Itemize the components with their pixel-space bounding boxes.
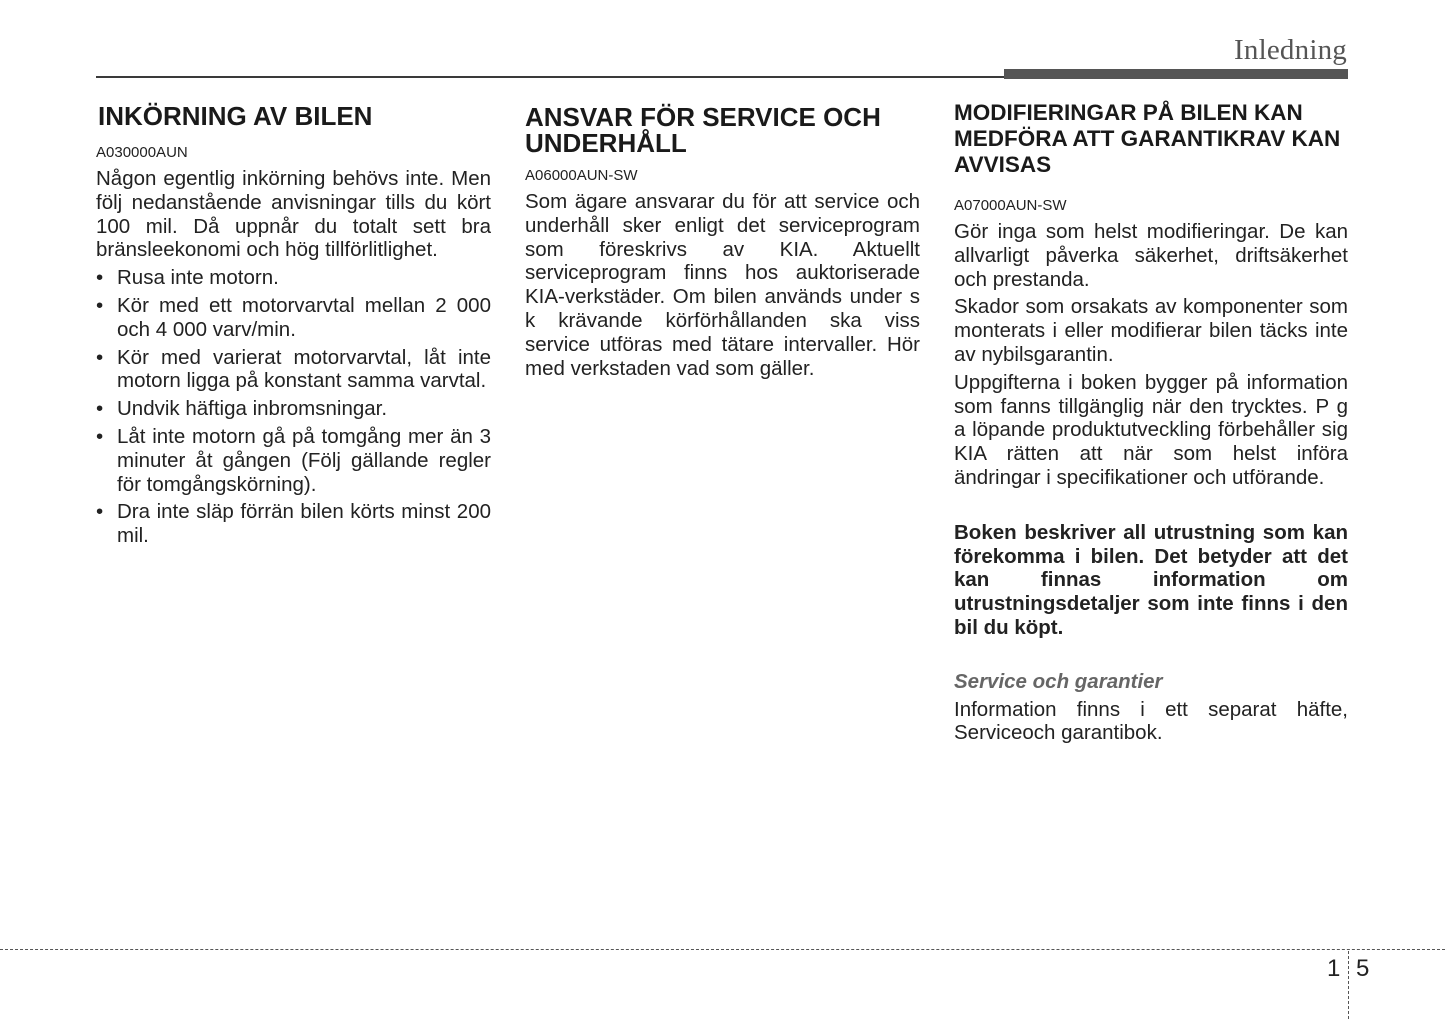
header-rule [96,76,1006,78]
list-item [96,266,491,290]
bullet-symbol: • [96,397,104,421]
list-item [96,346,491,394]
bullet-list [96,266,491,548]
chapter-number: 1 [1327,955,1341,982]
page-number: 5 [1356,955,1370,982]
list-item [96,397,491,421]
chapter-title: Inledning [1234,34,1347,66]
intro-paragraph: Någon egentlig inkörning behövs inte. Men följ nedanstående anvisningar tills du kört 100 mil. Då uppnår du totalt sett bra bränsleekonomi och hög tillförlitlighet. [96,167,491,262]
bullet-symbol: • [96,266,104,290]
section-heading: MODIFIERINGAR PÅ BILEN KAN MEDFÖRA ATT GARANTIKRAV KAN AVVISAS [954,100,1341,177]
column-modifications [954,100,1348,745]
list-item-text: Dra inte släp förrän bilen körts minst 200 mil. [117,500,491,548]
list-item-text: Låt inte motorn gå på tomgång mer än 3 minuter åt gången (Följ gällande regler för tomgångskörning). [117,424,491,496]
list-item-text: Undvik häftiga inbromsningar. [117,397,388,421]
body-paragraph: Information finns i ett separat häfte, Serviceoch garantibok. [954,697,1348,745]
bullet-symbol: • [96,345,104,369]
column-break-in [96,100,491,548]
bullet-symbol: • [96,293,104,317]
section-code: A06000AUN-SW [525,167,638,184]
list-item-text: Rusa inte motorn. [117,266,279,290]
subheading: Service och garantier [954,669,1163,693]
list-item-text: Kör med ett motorvarvtal mellan 2 000 och 4 000 varv/min. [117,293,491,341]
body-paragraph: Uppgifterna i boken bygger på information som fanns tillgänglig när den trycktes. P g a löpande produktutveckling förbehåller sig KIA rätten att när som helst införa ändringar i specifikationer och utförande. [954,370,1348,489]
list-item [96,500,491,548]
body-paragraph: Skador som orsakats av komponenter som monterats i eller modifierar bilen täcks inte av nybilsgarantin. [954,295,1348,366]
section-heading: INKÖRNING AV BILEN [98,101,373,131]
body-paragraph: Som ägare ansvarar du för att service och underhåll sker enligt det serviceprogram som föreskrivs av KIA. Aktuellt serviceprogram finns hos auktoriserade KIA-verkstäder. Om bilen används under s k krävande körförhållanden ska viss service utföras med tätare intervaller. Hör med verkstaden vad som gäller. [525,190,920,380]
footer-divider [0,949,1445,950]
column-service-responsibility [525,100,920,380]
bullet-symbol: • [96,500,104,524]
bullet-symbol: • [96,424,104,448]
section-heading: ANSVAR FÖR SERVICE OCH UNDERHÅLL [525,102,881,158]
list-item [96,294,491,342]
section-code: A030000AUN [96,144,188,161]
list-item [96,425,491,496]
list-item-text: Kör med varierat motorvarvtal, låt inte motorn ligga på konstant samma varvtal. [117,345,491,393]
bold-note: Boken beskriver all utrustning som kan förekomma i bilen. Det betyder att det kan finnas information om utrustningsdetaljer som inte finns i den bil du köpt. [954,520,1348,639]
page-number-divider [1348,951,1349,1019]
body-paragraph: Gör inga som helst modifieringar. De kan allvarligt påverka säkerhet, driftsäkerhet och prestanda. [954,220,1348,291]
section-code: A07000AUN-SW [954,197,1067,214]
header-rule-accent [1004,69,1348,79]
